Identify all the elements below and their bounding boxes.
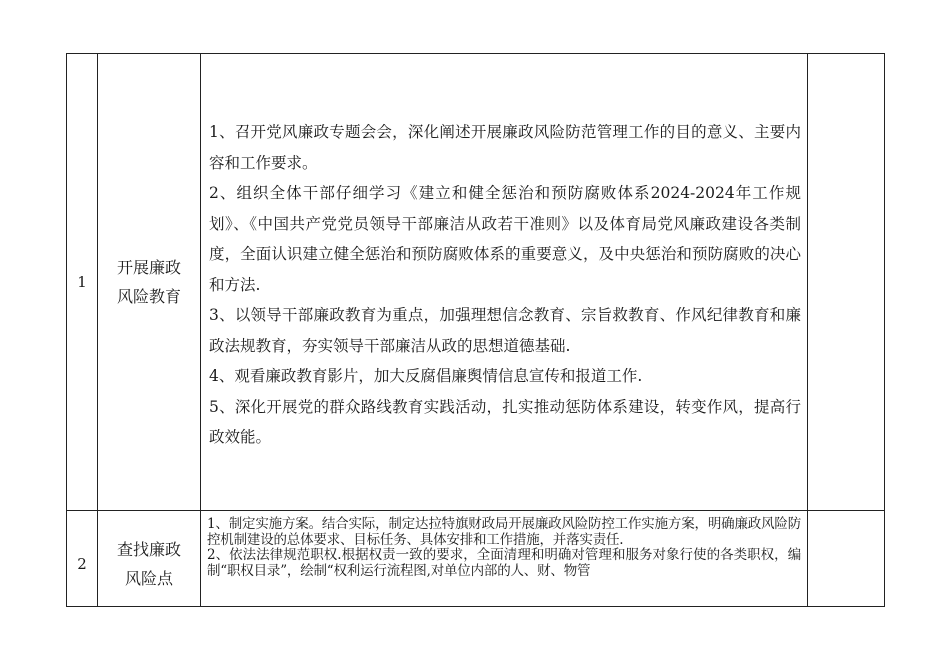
content-item: 1、召开党风廉政专题会会，深化阐述开展廉政风险防范管理工作的目的意义、主要内容和工作要求。	[209, 123, 801, 172]
content-item: 5、深化开展党的群众路线教育实践活动，扎实推动惩防体系建设，转变作风，提高行政效能。	[209, 397, 801, 447]
content-item: 1、制定实施方案。结合实际，制定达拉特旗财政局开展廉政风险防控工作实施方案，明确廉政风险防控机制建设的总体要求、目标任务、具体安排和工作措施，并落实责任.	[207, 516, 801, 548]
row-title-text: 开展廉政风险教育	[116, 258, 181, 306]
row-title-text: 查找廉政风险点	[116, 539, 181, 588]
table-row	[67, 54, 885, 511]
content-item: 4、观看廉政教育影片，加大反腐倡廉舆情信息宣传和报道工作.	[209, 367, 643, 386]
table-row	[67, 511, 885, 607]
row-number: 1	[67, 54, 98, 511]
row-remark	[808, 54, 885, 511]
row-content	[201, 511, 808, 607]
row-title	[98, 511, 201, 607]
row-number: 2	[67, 511, 98, 607]
content-item: 3、以领导干部廉政教育为重点，加强理想信念教育、宗旨救教育、作风纪律教育和廉政法规教育，夯实领导干部廉洁从政的思想道德基础.	[209, 306, 801, 355]
work-plan-table	[66, 53, 885, 607]
content-item: 2、组织全体干部仔细学习《建立和健全惩治和预防腐败体系2024-2024年工作规划》、《中国共产党党员领导干部廉洁从政若干准则》以及体育局党风廉政建设各类制度，全面认识建立健全惩治和预防腐败体系的重要意义，及中央惩治和预防腐败的决心和方法.	[209, 184, 801, 294]
row-title	[98, 54, 201, 511]
content-item: 2、依法法律规范职权.根据权责一致的要求，全面清理和明确对管理和服务对象行使的各类职权，编制“职权目录”，绘制“权利运行流程图,对单位内部的人、财、物管	[207, 547, 801, 579]
row-remark	[808, 511, 885, 607]
row-content	[201, 54, 808, 511]
